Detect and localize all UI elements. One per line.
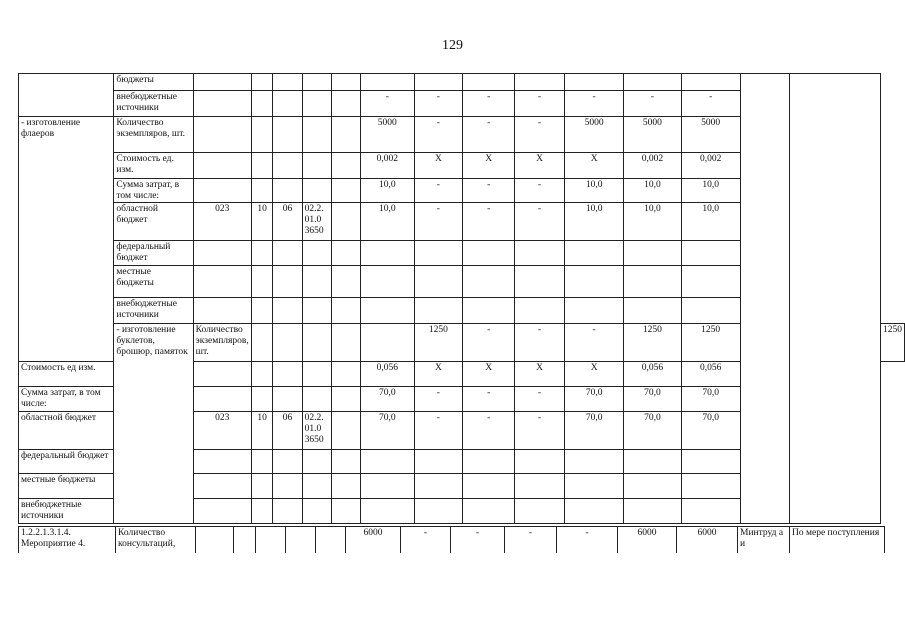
- cell-value: 023: [193, 412, 251, 450]
- cell-value: -: [565, 324, 624, 362]
- cell-value: -: [557, 527, 618, 553]
- cell-value: 70,0: [361, 387, 415, 412]
- cell-value: -: [515, 117, 565, 153]
- cell-value: 5000: [361, 117, 415, 153]
- cell-value: Х: [414, 153, 463, 179]
- cell-value: -: [414, 412, 463, 450]
- cell-value: 1250: [681, 324, 740, 362]
- cell-value: -: [515, 203, 565, 241]
- cell-value: 70,0: [361, 412, 415, 450]
- executor: Минтруд а и: [738, 527, 790, 553]
- row-label: местные бюджеты: [19, 474, 114, 499]
- cell-value: 6000: [346, 527, 401, 553]
- cell-value: 10,0: [681, 203, 740, 241]
- cell-value: -: [414, 179, 463, 203]
- cell-value: 0,056: [624, 362, 681, 387]
- cell-value: 06: [273, 412, 302, 450]
- cell-value: -: [515, 412, 565, 450]
- cell-value: 70,0: [681, 412, 740, 450]
- row-label: внебюджетные источники: [114, 298, 193, 324]
- cell-value: 10,0: [361, 179, 415, 203]
- cell-value: -: [401, 527, 451, 553]
- cell-value: -: [361, 91, 415, 117]
- cell-value: Х: [515, 153, 565, 179]
- item-name: - изготовление флаеров: [19, 117, 114, 362]
- cell-value: 0,002: [681, 153, 740, 179]
- cell-value: 10,0: [565, 179, 624, 203]
- cell-value: 10: [251, 412, 273, 450]
- cell-value: -: [463, 324, 515, 362]
- cell-value: 1250: [414, 324, 463, 362]
- cell-value: Х: [565, 153, 624, 179]
- cell-value: 6000: [677, 527, 738, 553]
- item-name: - изготовление буклетов, брошюр, памяток: [114, 324, 193, 524]
- cell-value: 5000: [681, 117, 740, 153]
- item-name: 1.2.2.1.3.1.4. Мероприятие 4.: [19, 527, 116, 553]
- cell-value: -: [505, 527, 557, 553]
- cell-value: -: [414, 203, 463, 241]
- cell-value: 0,056: [681, 362, 740, 387]
- row-label: федеральный бюджет: [19, 450, 114, 474]
- table-row: [19, 527, 885, 553]
- cell-value: -: [515, 179, 565, 203]
- row-label: внебюджетные источники: [19, 499, 114, 524]
- cell-value: Х: [463, 362, 515, 387]
- budget-table: [18, 73, 905, 524]
- cell-value: Х: [414, 362, 463, 387]
- term: По мере поступления: [790, 527, 885, 553]
- cell-value: -: [414, 117, 463, 153]
- row-label: областной бюджет: [19, 412, 114, 450]
- cell-value: 5000: [565, 117, 624, 153]
- cell-value: -: [414, 91, 463, 117]
- cell-value: 5000: [624, 117, 681, 153]
- table-row: [19, 74, 905, 91]
- cell-value: 0,056: [361, 362, 415, 387]
- cell-value: 70,0: [681, 387, 740, 412]
- cell-value: 10,0: [624, 179, 681, 203]
- cell-value: -: [463, 412, 515, 450]
- row-label: Количество экземпляров, шт.: [114, 117, 193, 153]
- cell-value: 70,0: [624, 387, 681, 412]
- cell-value: 70,0: [565, 412, 624, 450]
- row-label: Сумма затрат, в том числе:: [114, 179, 193, 203]
- cell-value: 10,0: [624, 203, 681, 241]
- cell-value: -: [565, 91, 624, 117]
- cell-value: -: [681, 91, 740, 117]
- row-label: Сумма затрат, в том числе:: [19, 387, 114, 412]
- cell-value: Х: [463, 153, 515, 179]
- cell-value: -: [463, 203, 515, 241]
- cell-value: 10,0: [681, 179, 740, 203]
- cell-value: 10,0: [565, 203, 624, 241]
- cell-value: -: [515, 91, 565, 117]
- cell-value: 1250: [624, 324, 681, 362]
- row-label: Стоимость ед. изм.: [114, 153, 193, 179]
- cell-value: 02.2. 01.0 3650: [302, 203, 332, 241]
- cell-value: -: [463, 179, 515, 203]
- cell-value: -: [463, 117, 515, 153]
- cell-value: -: [451, 527, 505, 553]
- cell-value: 70,0: [624, 412, 681, 450]
- row-label: Стоимость ед изм.: [19, 362, 114, 387]
- budget-table-continued: [18, 526, 885, 553]
- row-label: областной бюджет: [114, 203, 193, 241]
- row-label: Количество экземпляров, шт.: [193, 324, 251, 362]
- cell-value: 023: [193, 203, 251, 241]
- cell-value: 10,0: [361, 203, 415, 241]
- cell-value: -: [515, 324, 565, 362]
- cell-value: 02.2. 01.0 3650: [302, 412, 332, 450]
- row-label: федеральный бюджет: [114, 241, 193, 266]
- cell-value: -: [414, 387, 463, 412]
- row-label: бюджеты: [114, 74, 193, 91]
- cell-value: Х: [565, 362, 624, 387]
- cell-value: 10: [251, 203, 273, 241]
- cell-value: 6000: [618, 527, 677, 553]
- row-label: Количество консультаций,: [116, 527, 196, 553]
- cell-value: 06: [273, 203, 302, 241]
- cell-value: -: [515, 387, 565, 412]
- cell-value: 70,0: [565, 387, 624, 412]
- row-label: внебюджетные источники: [114, 91, 193, 117]
- cell-value: 0,002: [361, 153, 415, 179]
- cell-value: 0,002: [624, 153, 681, 179]
- cell-value: 1250: [881, 324, 905, 362]
- cell-value: -: [624, 91, 681, 117]
- cell-value: Х: [515, 362, 565, 387]
- cell-value: -: [463, 91, 515, 117]
- cell-value: -: [463, 387, 515, 412]
- row-label: местные бюджеты: [114, 266, 193, 298]
- page-number: 129: [442, 38, 463, 53]
